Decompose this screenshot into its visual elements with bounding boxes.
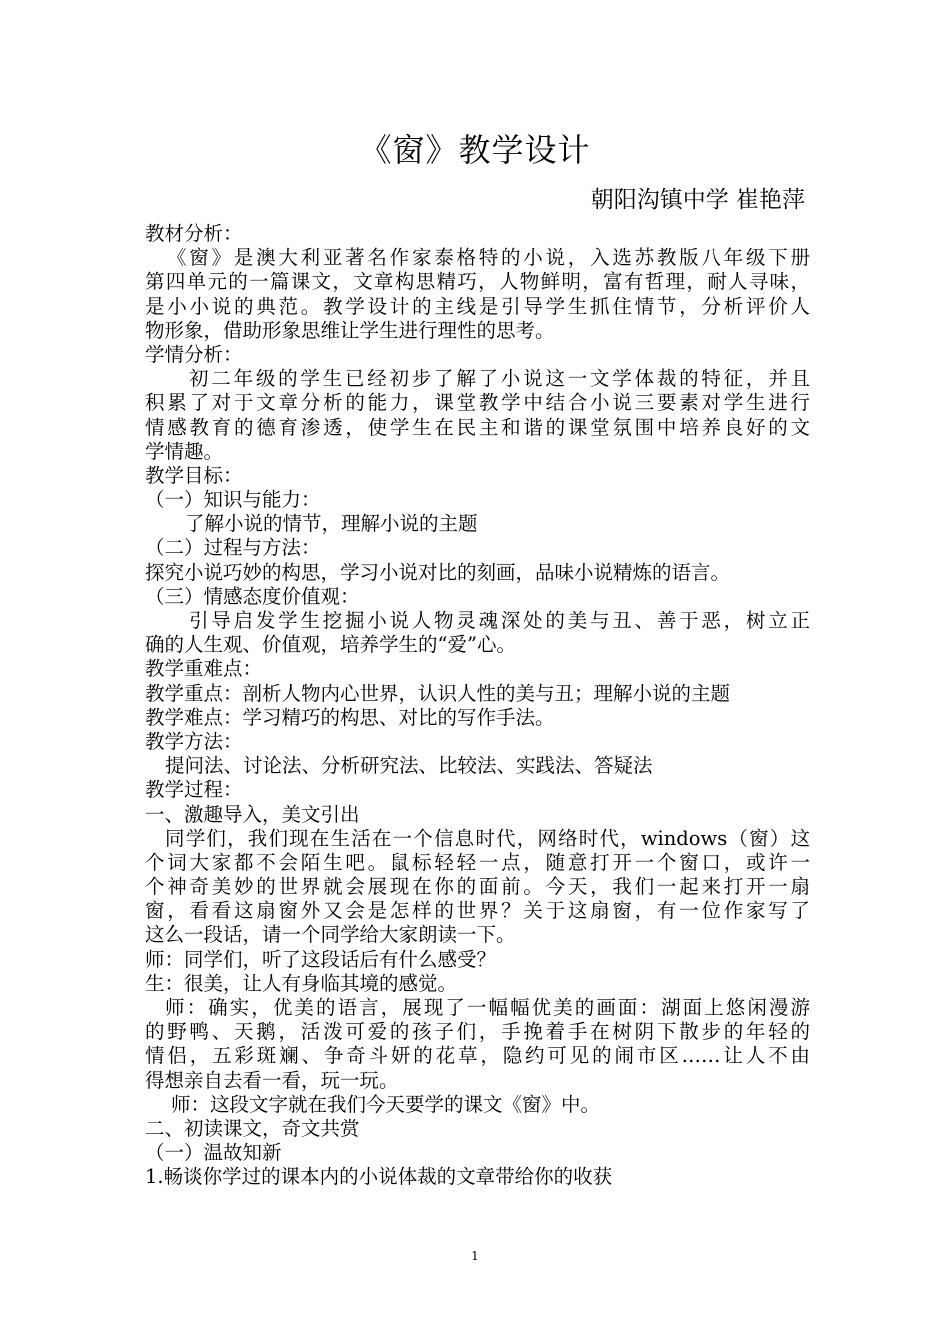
paragraph-line: 得想亲自去看一看，玩一玩。 <box>145 1068 399 1092</box>
paragraph-line: 探究小说巧妙的构思，学习小说对比的刻画，品味小说精炼的语言。 <box>145 560 731 584</box>
paragraph-line: 第四单元的一篇课文，文章构思精巧，人物鲜明，富有哲理，耐人寻味， <box>145 270 810 294</box>
page-number: 1 <box>471 1249 479 1263</box>
paragraph-line: 学情趣。 <box>145 439 224 463</box>
paragraph-line: 物形象，借助形象思维让学生进行理性的思考。 <box>145 318 555 342</box>
paragraph-line: 1.畅谈你学过的课本内的小说体裁的文章带给你的收获 <box>145 1165 613 1189</box>
section-heading: 教学方法： <box>145 729 243 753</box>
subsection-heading: （二）过程与方法： <box>145 536 321 560</box>
dialogue-line: 生：很美，让人有身临其境的感觉。 <box>145 971 458 995</box>
section-heading: 教学目标： <box>145 463 243 487</box>
author-line: 朝阳沟镇中学 崔艳萍 <box>590 187 805 213</box>
paragraph-line: 《窗》是澳大利亚著名作家泰格特的小说，入选苏教版八年级下册 <box>167 246 810 270</box>
paragraph-line: 确的人生观、价值观，培养学生的“爱”心。 <box>145 633 516 657</box>
section-heading: 教材分析： <box>145 222 243 245</box>
subsection-heading: （一）知识与能力： <box>145 488 321 512</box>
paragraph-line: 教学难点：学习精巧的构思、对比的写作手法。 <box>145 705 555 729</box>
paragraph-line: 积累了对于文章分析的能力，课堂教学中结合小说三要素对学生进行 <box>145 391 810 415</box>
paragraph-line: 情感教育的德育渗透，使学生在民主和谐的课堂氛围中培养良好的文 <box>145 415 810 439</box>
paragraph-line: 个神奇美妙的世界就会展现在你的面前。今天，我们一起来打开一扇 <box>145 875 810 899</box>
paragraph-line: 同学们，我们现在生活在一个信息时代，网络时代，windows（窗）这 <box>165 826 810 850</box>
paragraph-line: 初二年级的学生已经初步了解了小说这一文学体裁的特征，并且 <box>189 367 810 391</box>
dialogue-line: 师：这段文字就在我们今天要学的课文《窗》中。 <box>171 1092 601 1116</box>
paragraph-line: 引导启发学生挖掘小说人物灵魂深处的美与丑、善于恶，树立正 <box>189 609 810 632</box>
paragraph-line: 教学重点：剖析人物内心世界，认识人性的美与丑；理解小说的主题 <box>145 681 731 705</box>
paragraph-line: 的野鸭、天鹅，活泼可爱的孩子们，手挽着手在树阴下散步的年轻的 <box>145 1020 810 1044</box>
section-heading: 教学重难点： <box>145 657 263 681</box>
step-heading: 二、初读课文，奇文共赏 <box>145 1116 360 1140</box>
paragraph-line: 是小小说的典范。教学设计的主线是引导学生抓住情节，分析评价人 <box>145 294 810 318</box>
section-heading: 教学过程： <box>145 778 243 802</box>
paragraph-line: 情侣，五彩斑斓、争奇斗妍的花草，隐约可见的闹市区……让人不由 <box>145 1044 810 1068</box>
subsection-heading: （一）温故知新 <box>145 1141 282 1165</box>
paragraph-line: 提问法、讨论法、分析研究法、比较法、实践法、答疑法 <box>165 754 653 778</box>
document-title: 《窗》教学设计 <box>359 131 591 169</box>
paragraph-line: 了解小说的情节，理解小说的主题 <box>185 512 478 536</box>
paragraph-line: 窗，看看这扇窗外又会是怎样的世界？关于这扇窗，有一位作家写了 <box>145 899 810 923</box>
step-heading: 一、激趣导入，美文引出 <box>145 802 360 826</box>
dialogue-line: 师：同学们，听了这段话后有什么感受？ <box>145 947 497 971</box>
section-heading: 学情分析： <box>145 342 243 366</box>
paragraph-line: 这么一段话，请一个同学给大家朗读一下。 <box>145 923 516 947</box>
paragraph-line: 个词大家都不会陌生吧。鼠标轻轻一点，随意打开一个窗口，或许一 <box>145 850 810 874</box>
document-body <box>145 222 810 1190</box>
subsection-heading: （三）情感态度价值观： <box>145 584 360 608</box>
paragraph-line: 师：确实，优美的语言，展现了一幅幅优美的画面：湖面上悠闲漫游 <box>165 996 810 1019</box>
